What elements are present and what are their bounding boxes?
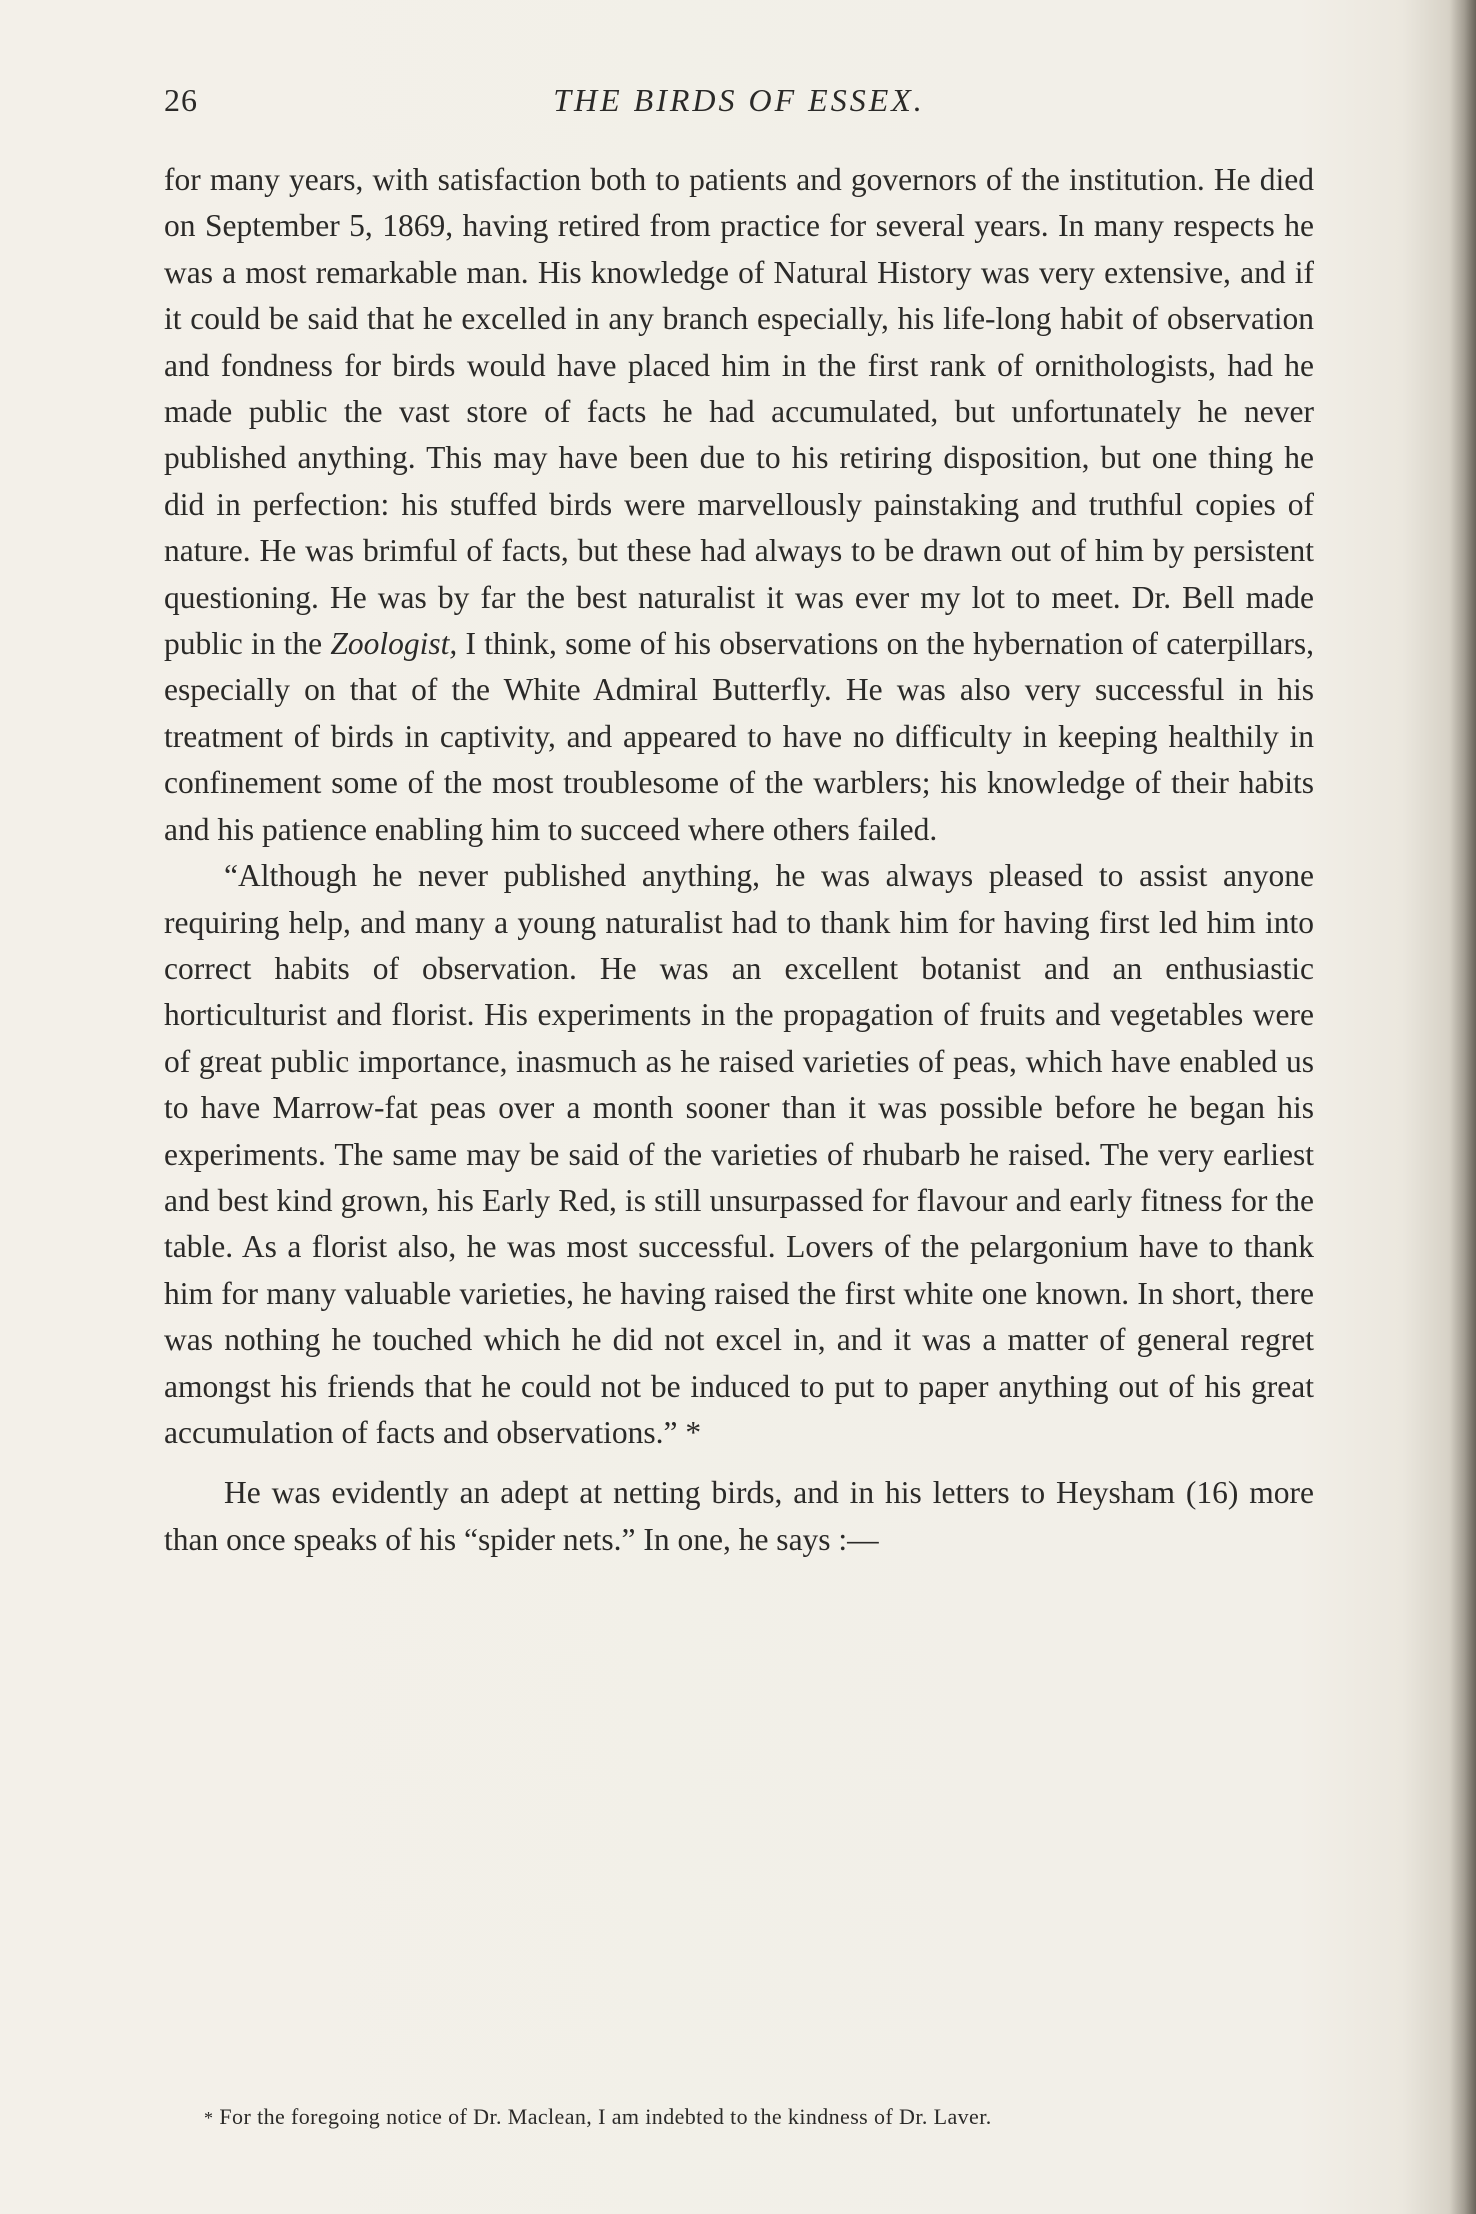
paragraph-1-end: I think, some of his observations on the hybernation of caterpillars, especially on that of the White Admiral Butterfly. He was also very successful in his treatment of birds in captivity, and appeared to have no difficulty in keeping healthily in confinement some of the most troublesome of the warblers; his knowledge of their habits and his patience enabling him to succeed where others failed. xyxy=(164,626,1314,847)
paragraph-1-text: for many years, with satisfaction both to patients and governors of the institution. He died on September 5, 1869, having retired from practice for several years. In many respects he was a most remarkable man. His knowledge of Natural History was very extensive, and if it could be said that he excelled in any branch especially, his life-long habit of observation and fondness for birds would have placed him in the first rank of ornithologists, had he made public the vast store of facts he had accumulated, but unfortunately he never published anything. This may have been due to his retiring disposition, but one thing he did in perfection: his stuffed birds were marvellously painstaking and truthful copies of nature. He was brimful of facts, but these had always to be drawn out of him by persistent questioning. He was by far the best naturalist it was ever my lot to meet. Dr. Bell made public in the xyxy=(164,162,1314,662)
page-number: 26 xyxy=(164,82,198,118)
footnote-text: For the foregoing notice of Dr. Maclean, I am indebted to the kindness of Dr. Laver. xyxy=(219,2104,992,2129)
page-edge-shadow xyxy=(1450,0,1476,2214)
running-title: THE BIRDS OF ESSEX. xyxy=(553,82,925,118)
body-text xyxy=(164,157,1314,1563)
journal-title: Zoologist, xyxy=(330,626,458,662)
paragraph-3: He was evidently an adept at netting birds, and in his letters to Heysham (16) more than once speaks of his “spider nets.” In one, he says :— xyxy=(164,1475,1314,1557)
footnote-mark: * xyxy=(204,2108,214,2128)
paragraph-1 xyxy=(164,157,1314,853)
page-header xyxy=(164,82,1314,132)
footnote xyxy=(204,2102,1314,2133)
paragraph-2: “Although he never published anything, he was always pleased to assist anyone requiring help, and many a young naturalist had to thank him for having first led him into correct habits of observation. He was an excellent botanist and an enthusiastic horticulturist and florist. His experiments in the propagation of fruits and vegetables were of great public importance, inasmuch as he raised varieties of peas, which have enabled us to have Marrow-fat peas over a month sooner than it was possible before he began his experiments. The same may be said of the varieties of rhubarb he raised. The very earliest and best kind grown, his Early Red, is still unsurpassed for flavour and early fitness for the table. As a florist also, he was most successful. Lovers of the pelargonium have to thank him for many valuable varieties, he having raised the first white one known. In short, there was nothing he touched which he did not excel in, and it was a matter of general regret amongst his friends that he could not be induced to put to paper anything out of his great accumulation of facts and observations.” * xyxy=(164,858,1314,1450)
